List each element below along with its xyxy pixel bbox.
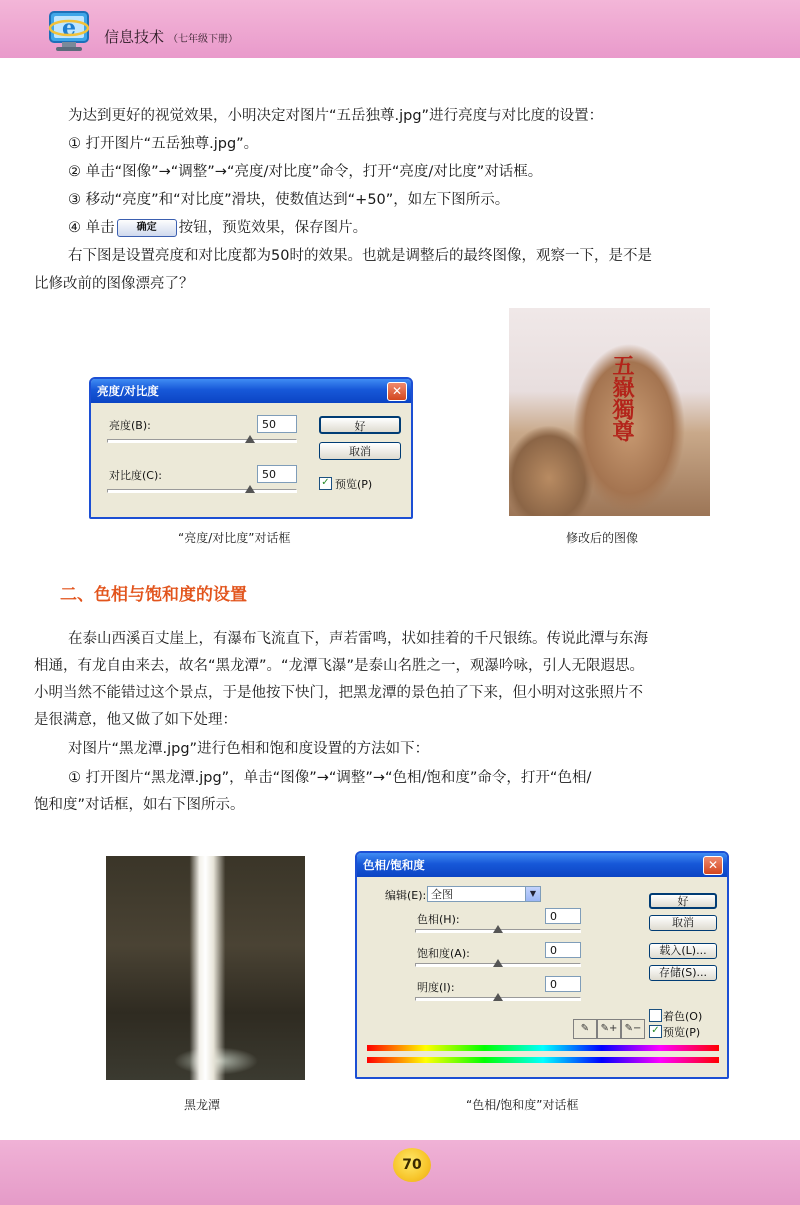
result-line-1: 右下图是设置亮度和对比度都为50时的效果。也就是调整后的最终图像，观察一下，是不是: [68, 248, 652, 264]
edit-label: 编辑(E):: [385, 889, 427, 902]
hs-dialog-titlebar: [357, 853, 727, 877]
brightness-slider-thumb[interactable]: [245, 435, 255, 443]
eyedropper-plus-icon[interactable]: ✎+: [597, 1019, 621, 1039]
brightness-label: 亮度(B):: [109, 419, 151, 432]
hs-dialog-caption: “色相/饱和度”对话框: [466, 1098, 579, 1112]
cancel-button[interactable]: 取消: [649, 915, 717, 931]
hue-saturation-dialog: [355, 851, 729, 1079]
brightness-input[interactable]: 50: [257, 415, 297, 433]
lightness-label: 明度(I):: [417, 981, 455, 994]
chevron-down-icon[interactable]: ▼: [525, 887, 540, 901]
inline-ok-button: 确定: [117, 219, 177, 237]
hue-input[interactable]: 0: [545, 908, 581, 924]
close-icon[interactable]: ✕: [703, 856, 723, 875]
cancel-button[interactable]: 取消: [319, 442, 401, 460]
hue-slider-thumb[interactable]: [493, 925, 503, 933]
bc-dialog-caption: “亮度/对比度”对话框: [178, 531, 291, 545]
lightness-input[interactable]: 0: [545, 976, 581, 992]
waterfall-caption: 黑龙潭: [184, 1098, 221, 1112]
preview-label: 预览(P): [335, 478, 373, 491]
ok-button[interactable]: 好: [649, 893, 717, 909]
color-spectrum-bottom: [367, 1057, 719, 1063]
book-subtitle: （七年级下册）: [168, 34, 239, 45]
color-spectrum-top: [367, 1045, 719, 1051]
contrast-slider-thumb[interactable]: [245, 485, 255, 493]
result-line-2: 比修改前的图像漂亮了？: [34, 276, 194, 292]
contrast-slider-track[interactable]: [107, 489, 297, 493]
modified-rock-photo: [509, 308, 710, 516]
hs-dialog-title: 色相/饱和度: [363, 858, 425, 872]
lightness-slider-thumb[interactable]: [493, 993, 503, 1001]
step-1: ① 打开图片“五岳独尊.jpg”。: [68, 136, 259, 152]
section2-line-2: 相通，有龙自由来去，故名“黑龙潭”。“龙潭飞瀑”是泰山名胜之一，观瀑吟咏，引人无限遐思。: [34, 658, 645, 674]
preview-checkbox[interactable]: ✓: [319, 477, 332, 490]
section2-method: 对图片“黑龙潭.jpg”进行色相和饱和度设置的方法如下：: [68, 741, 430, 757]
contrast-input[interactable]: 50: [257, 465, 297, 483]
brightness-slider-track[interactable]: [107, 439, 297, 443]
saturation-slider-thumb[interactable]: [493, 959, 503, 967]
page-number: 70: [393, 1148, 431, 1182]
section2-step-1-line-1: ① 打开图片“黑龙潭.jpg”，单击“图像”→“调整”→“色相/饱和度”命令，打开“色相/: [68, 770, 592, 786]
section2-line-4: 是很满意，他又做了如下处理：: [34, 712, 237, 728]
rock-inscription: 五嶽獨尊: [609, 354, 635, 442]
step-4-suffix: 按钮，预览效果，保存图片。: [178, 220, 368, 236]
saturation-input[interactable]: 0: [545, 942, 581, 958]
section2-line-1: 在泰山西溪百丈崖上，有瀑布飞流直下，声若雷鸣，状如挂着的千尺银练。传说此潭与东海: [68, 631, 648, 647]
book-title-text: 信息技术: [104, 28, 165, 46]
hue-label: 色相(H):: [417, 913, 460, 926]
ok-button[interactable]: 好: [319, 416, 401, 434]
eyedropper-minus-icon[interactable]: ✎−: [621, 1019, 645, 1039]
section-heading: 二、色相与饱和度的设置: [60, 585, 247, 605]
close-icon[interactable]: ✕: [387, 382, 407, 401]
saturation-label: 饱和度(A):: [417, 947, 470, 960]
preview-checkbox[interactable]: ✓: [649, 1025, 662, 1038]
bc-dialog-title: 亮度/对比度: [97, 384, 159, 398]
edit-select-value: 全图: [431, 888, 453, 901]
colorize-label: 着色(O): [663, 1010, 703, 1023]
section2-line-3: 小明当然不能错过这个景点，于是他按下快门，把黑龙潭的景色拍了下来，但小明对这张照片不: [34, 685, 643, 701]
section2-step-1-line-2: 饱和度”对话框，如右下图所示。: [34, 797, 245, 813]
contrast-label: 对比度(C):: [109, 469, 162, 482]
eyedropper-icon[interactable]: ✎: [573, 1019, 597, 1039]
waterfall-photo: [106, 856, 305, 1080]
step-4-prefix: ④ 单击: [68, 220, 115, 236]
book-title: [104, 26, 238, 47]
intro-paragraph: 为达到更好的视觉效果，小明决定对图片“五岳独尊.jpg”进行亮度与对比度的设置：: [68, 108, 604, 124]
load-button[interactable]: 载入(L)...: [649, 943, 717, 959]
preview-label: 预览(P): [663, 1026, 701, 1039]
modified-image-caption: 修改后的图像: [566, 531, 639, 545]
edit-select[interactable]: [427, 886, 541, 902]
colorize-checkbox[interactable]: [649, 1009, 662, 1022]
ie-logo-icon: [44, 4, 96, 56]
svg-text:e: e: [62, 15, 76, 41]
step-2: ② 单击“图像”→“调整”→“亮度/对比度”命令，打开“亮度/对比度”对话框。: [68, 164, 543, 180]
step-3: ③ 移动“亮度”和“对比度”滑块，使数值达到“+50”，如左下图所示。: [68, 192, 510, 208]
brightness-contrast-dialog: [89, 377, 413, 519]
bc-dialog-titlebar: [91, 379, 411, 403]
save-button[interactable]: 存储(S)...: [649, 965, 717, 981]
step-4: [68, 215, 800, 241]
